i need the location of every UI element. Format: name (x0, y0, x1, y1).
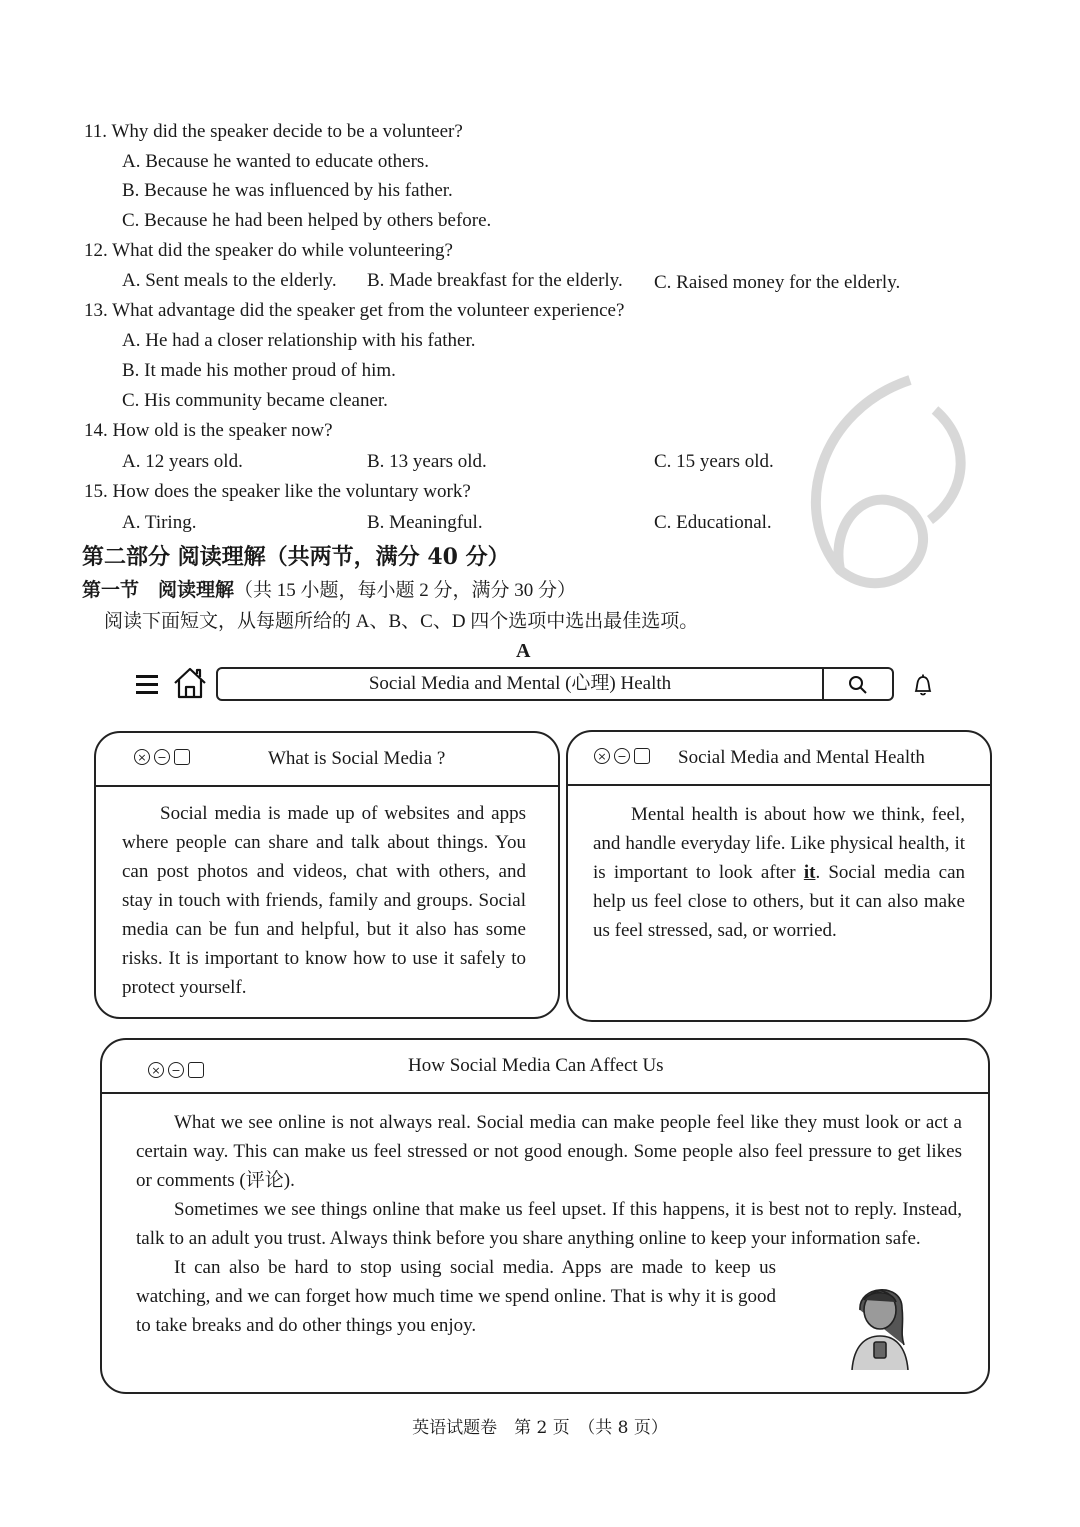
option-12c: C. Raised money for the elderly. (654, 272, 901, 293)
minimize-icon[interactable]: − (154, 749, 170, 765)
window-title: What is Social Media ? (268, 748, 446, 769)
option-11a: A. Because he wanted to educate others. (122, 151, 430, 172)
paragraph-2: Sometimes we see things online that make us feel upset. If this happens, it is best not to reply. Instead, talk to an adult you trust. Always think before you share anything online to keep your information safe. (136, 1199, 962, 1249)
passage-letter: A (516, 640, 531, 662)
window-title: Social Media and Mental Health (678, 747, 925, 768)
maximize-icon[interactable] (174, 749, 190, 765)
maximize-icon[interactable] (188, 1062, 204, 1078)
underlined-word: it (803, 862, 816, 883)
option-13c: C. His community became cleaner. (122, 390, 388, 411)
paragraph: Social media is made up of websites and apps where people can share and talk about things. You can post photos and videos, chat with others, and stay in touch with friends, family and groups. Social media can be fun and helpful, but it also has some risks. It is important to know how to use it safely to protect yourself. (122, 803, 526, 998)
option-14a: A. 12 years old. (122, 451, 243, 472)
section-sub-bold: 第一节 阅读理解 (82, 579, 235, 601)
option-11b: B. Because he was influenced by his father. (122, 180, 453, 201)
text-part: Mental health is about how we think, feel, and handle everyday life. Like physical health, it is important to look after (593, 804, 965, 883)
close-icon[interactable]: × (594, 748, 610, 764)
option-12b: B. Made breakfast for the elderly. (367, 270, 623, 291)
close-icon[interactable]: × (134, 749, 150, 765)
maximize-icon[interactable] (634, 748, 650, 764)
search-icon[interactable] (848, 675, 868, 695)
window-body (122, 799, 526, 1002)
window-header (568, 732, 990, 786)
paragraph-3: It can also be hard to stop using social media. Apps are made to keep us watching, and we can forget how much time we spend online. That is why it is good to take breaks and do other things you enjoy. (136, 1257, 776, 1336)
text-part: . Social media can help us feel close to others, but it can also make us feel stressed, sad, or worried. (593, 862, 966, 941)
option-14c: C. 15 years old. (654, 451, 774, 472)
bell-icon[interactable] (912, 673, 934, 697)
home-icon[interactable] (172, 666, 208, 700)
section-subtitle (82, 575, 576, 602)
option-13b: B. It made his mother proud of him. (122, 360, 396, 381)
question-13: 13. What advantage did the speaker get from the volunteer experience? (84, 300, 625, 321)
girl-illustration (830, 1270, 930, 1370)
option-15a: A. Tiring. (122, 512, 197, 533)
search-divider (822, 669, 824, 699)
page-footer: 英语试题卷 第 2 页 （共 8 页） (412, 1418, 668, 1438)
option-15c: C. Educational. (654, 512, 772, 533)
window-header (102, 1040, 988, 1094)
paragraph (593, 800, 965, 945)
section-sub-rest: （共 15 小题，每小题 2 分，满分 30 分） (234, 580, 577, 601)
menu-icon[interactable] (136, 675, 158, 695)
option-13a: A. He had a closer relationship with his father. (122, 330, 476, 351)
paragraph-1: What we see online is not always real. Social media can make people feel like they must look or act a certain way. This can make us feel stressed or not good enough. Some people also feel pressure to get likes or comments (评论). (136, 1112, 962, 1191)
question-11: 11. Why did the speaker decide to be a volunteer? (84, 121, 463, 142)
section-title: 第二部分 阅读理解（共两节，满分 40 分） (82, 544, 510, 570)
window-controls (134, 749, 190, 765)
window-title: How Social Media Can Affect Us (408, 1055, 664, 1076)
window-mental-health (566, 730, 992, 1022)
minimize-icon[interactable]: − (168, 1062, 184, 1078)
search-bar[interactable] (216, 667, 894, 701)
option-12a: A. Sent meals to the elderly. (122, 270, 337, 291)
window-body (593, 800, 965, 945)
question-14: 14. How old is the speaker now? (84, 420, 333, 441)
search-title: Social Media and Mental (心理) Health (368, 673, 672, 694)
watermark-graphic (760, 350, 980, 630)
window-controls (594, 748, 650, 764)
option-14b: B. 13 years old. (367, 451, 487, 472)
question-15: 15. How does the speaker like the voluntary work? (84, 481, 471, 502)
reading-instruction: 阅读下面短文，从每题所给的 A、B、C、D 四个选项中选出最佳选项。 (104, 611, 699, 632)
question-12: 12. What did the speaker do while volunteering? (84, 240, 453, 261)
close-icon[interactable]: × (148, 1062, 164, 1078)
option-11c: C. Because he had been helped by others before. (122, 210, 492, 231)
option-15b: B. Meaningful. (367, 512, 483, 533)
window-controls (148, 1062, 204, 1078)
window-what-is-social-media (94, 731, 560, 1019)
window-header (96, 733, 558, 787)
minimize-icon[interactable]: − (614, 748, 630, 764)
